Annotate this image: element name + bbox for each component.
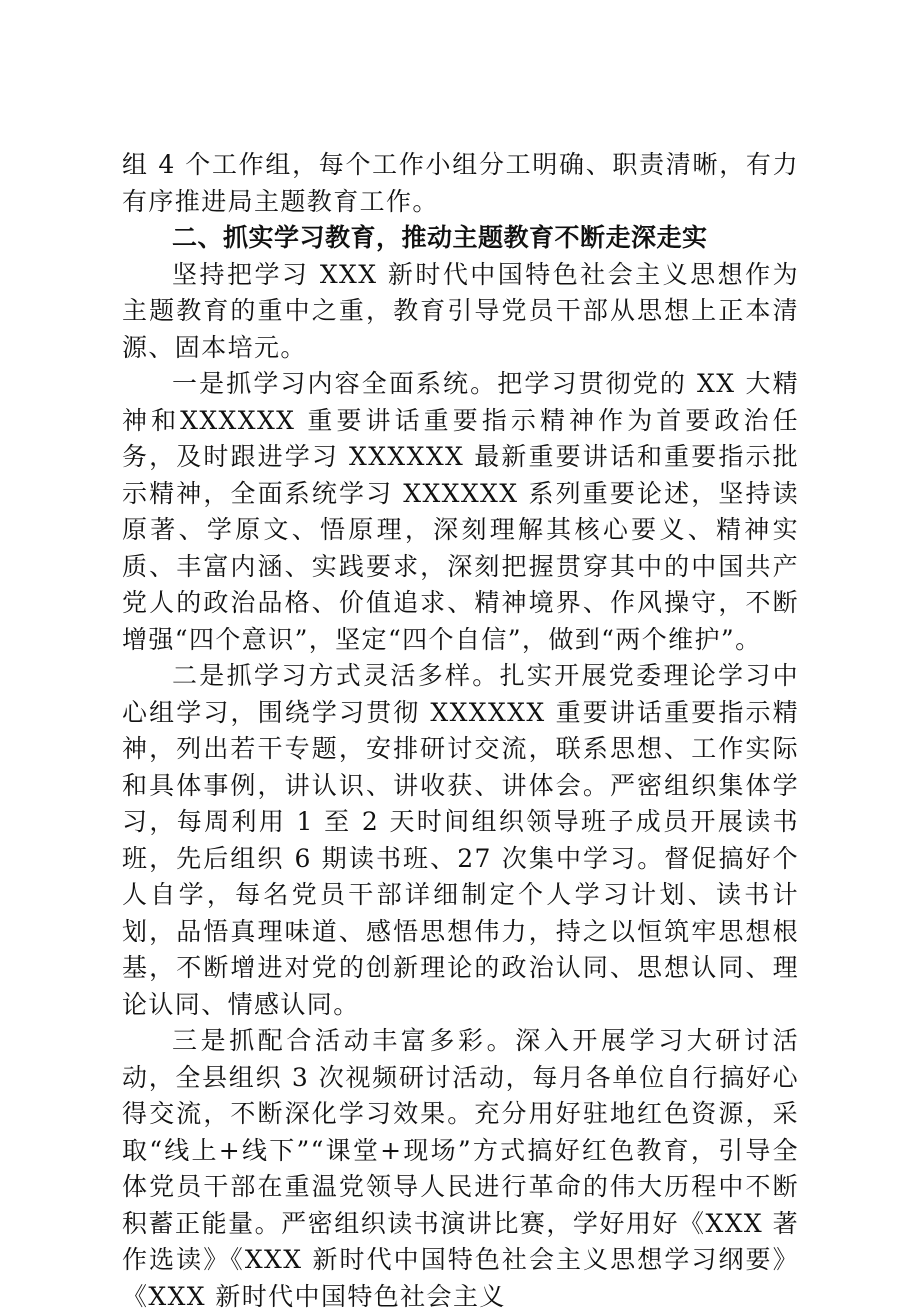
paragraph-intro: 坚持把学习 XXX 新时代中国特色社会主义思想作为主题教育的重中之重，教育引导党员干部从思想上正本清源、固本培元。 (122, 259, 799, 362)
section-heading: 二、抓实学习教育，推动主题教育不断走深走实 (172, 223, 708, 252)
paragraph-learning-methods: 二是抓学习方式灵活多样。扎实开展党委理论学习中心组学习，围绕学习贯彻 XXXXXX 重要讲话重要指示精神，列出若干专题，安排研讨交流，联系思想、工作实际和具体事例，讲认识、讲收获、讲体会。严密组织集体学习，每周利用 1 至 2 天时间组织领导班子成员开展读书班，先后组织 6 期读书班、27 次集中学习。督促搞好个人自学，每名党员干部详细制定个人学习计划、读书计划，品悟真理味道、感悟思想伟力，持之以恒筑牢思想根基，不断增进对党的创新理论的政治认同、思想认同、理论认同、情感认同。 (122, 661, 799, 1019)
paragraph-continuation: 组 4 个工作组，每个工作小组分工明确、职责清晰，有力有序推进局主题教育工作。 (122, 150, 799, 216)
paragraph-learning-content: 一是抓学习内容全面系统。把学习贯彻党的 XX 大精神和XXXXXX 重要讲话重要指示精神作为首要政治任务，及时跟进学习 XXXXXX 最新重要讲话和重要指示批示精神，全面系统学习 XXXXXX 系列重要论述，坚持读原著、学原文、悟原理，深刻理解其核心要义、精神实质、丰富内涵、实践要求，深刻把握贯穿其中的中国共产党人的政治品格、价值追求、精神境界、作风操守，不断增强“四个意识”，坚定“四个自信”，做到“两个维护”。 (122, 369, 799, 654)
document-body (122, 147, 799, 1315)
paragraph-activities: 三是抓配合活动丰富多彩。深入开展学习大研讨活动，全县组织 3 次视频研讨活动，每月各单位自行搞好心得交流，不断深化学习效果。充分用好驻地红色资源，采取“线上+线下”“课堂+现场”方式搞好红色教育，引导全体党员干部在重温党领导人民进行革命的伟大历程中不断积蓄正能量。严密组织读书演讲比赛，学好用好《XXX 著作选读》《XXX 新时代中国特色社会主义思想学习纲要》《XXX 新时代中国特色社会主义 (122, 1026, 799, 1311)
